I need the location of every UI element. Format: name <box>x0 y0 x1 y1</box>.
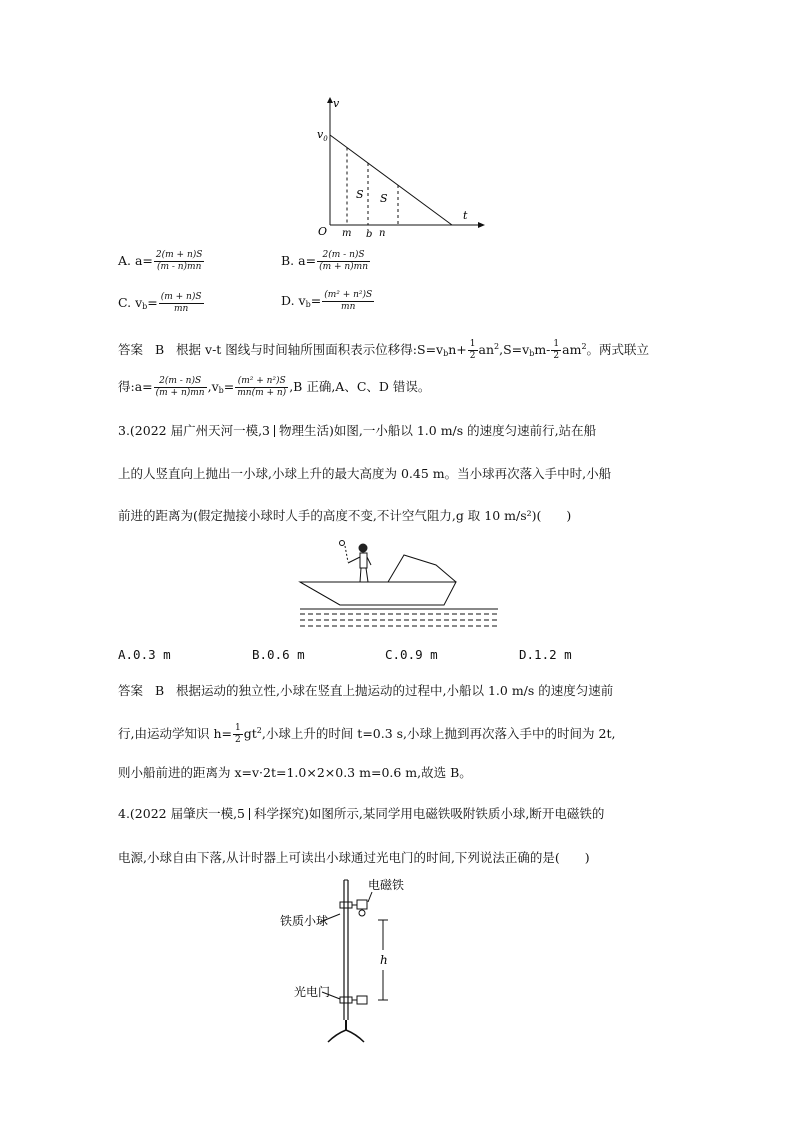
q3-stem-line1: 3.(2022 届广州天河一模,3 物理生活)如图,一小船以 1.0 m/s 的速度匀速前行,站在船 <box>118 423 597 438</box>
q2-option-c: C. $v_b=$ $\frac{(m + n)S}{mn}$ <box>118 292 202 314</box>
tick-n-label: n <box>379 228 386 239</box>
area-s2-label: S <box>380 192 388 205</box>
q4-stem-line1: 4.(2022 届肇庆一模,5 科学探究)如图所示,某同学用电磁铁吸附铁质小球,断开电磁铁的 <box>118 806 605 821</box>
q2-answer-line2: 得:a= $\frac{2(m - n)S}{(m + n)mn}$ $,v_b=$ $\frac{\text{(m² + n²)S}}{mn(m + n)}$ ,B 正确,A、C、D 错误。 <box>118 376 431 398</box>
q2-option-b: B. a= $\frac{2(m - n)S}{(m + n)mn}$ <box>281 250 369 272</box>
apparatus-figure <box>280 868 430 1068</box>
answer-letter: B <box>154 683 165 698</box>
q2-option-a: A. a= $\frac{2(m + n)S}{(m - n)mn}$ <box>118 250 203 272</box>
q3-stem-line2: 上的人竖直向上抛出一小球,小球上升的最大高度为 0.45 m。当小球再次落入手中时,小船 <box>118 466 612 481</box>
q3-option-a: A.0.3 m <box>118 647 171 662</box>
q2-answer-line1: 答案 B 根据 v-t 图线与时间轴所围面积表示位移得$:S=v_bn+$ $\frac{1}{2}$ $an^2,S=v_bm-$ $\frac{1}{2}$ $am^2$。两式联立 <box>118 339 650 361</box>
answer-letter: B <box>154 342 165 357</box>
q3-stem-line3: 前进的距离为(假定抛接小球时人手的高度不变,不计空气阻力,g 取 10 m/s²)( ) <box>118 508 572 523</box>
axis-v-label: v <box>333 97 340 110</box>
vt-line <box>330 135 452 225</box>
v0-label: $v_0$ <box>317 128 328 143</box>
tick-m-label: m <box>342 228 352 239</box>
answer-label: 答案 <box>118 683 144 698</box>
separator-bar <box>249 808 250 820</box>
tick-b-label: b <box>366 229 373 240</box>
q3-option-b: B.0.6 m <box>252 647 305 662</box>
origin-label: O <box>318 225 328 238</box>
q3-answer-line2: 行,由运动学知识 h= $\frac{1}{2}$ $gt^2$,小球上升的时间 t=0.3 s,小球上抛到再次落入手中的时间为 2t, <box>118 723 616 745</box>
label-magnet: 电磁铁 <box>368 878 405 892</box>
boat-figure <box>296 535 502 635</box>
q4-stem-line2: 电源,小球自由下落,从计时器上可读出小球通过光电门的时间,下列说法正确的是( ) <box>118 850 590 865</box>
answer-label: 答案 <box>118 342 144 357</box>
area-s1-label: S <box>356 188 364 201</box>
axis-t-label: t <box>463 209 468 222</box>
q3-answer-line1: 答案 B 根据运动的独立性,小球在竖直上抛运动的过程中,小船以 1.0 m/s 的速度匀速前 <box>118 683 614 698</box>
q3-option-c: C.0.9 m <box>385 647 438 662</box>
vt-graph <box>300 95 490 240</box>
label-h: h <box>380 953 388 967</box>
q3-option-d: D.1.2 m <box>519 647 572 662</box>
q2-option-d: D. $v_b=$ $\frac{\text{(m² + n²)S}}{mn}$ <box>281 290 373 312</box>
q3-answer-line3: 则小船前进的距离为 x=v·2t=1.0×2×0.3 m=0.6 m,故选 B。 <box>118 765 472 780</box>
label-ball: 铁质小球 <box>280 914 329 928</box>
separator-bar <box>274 425 275 437</box>
label-gate: 光电门 <box>294 985 331 999</box>
